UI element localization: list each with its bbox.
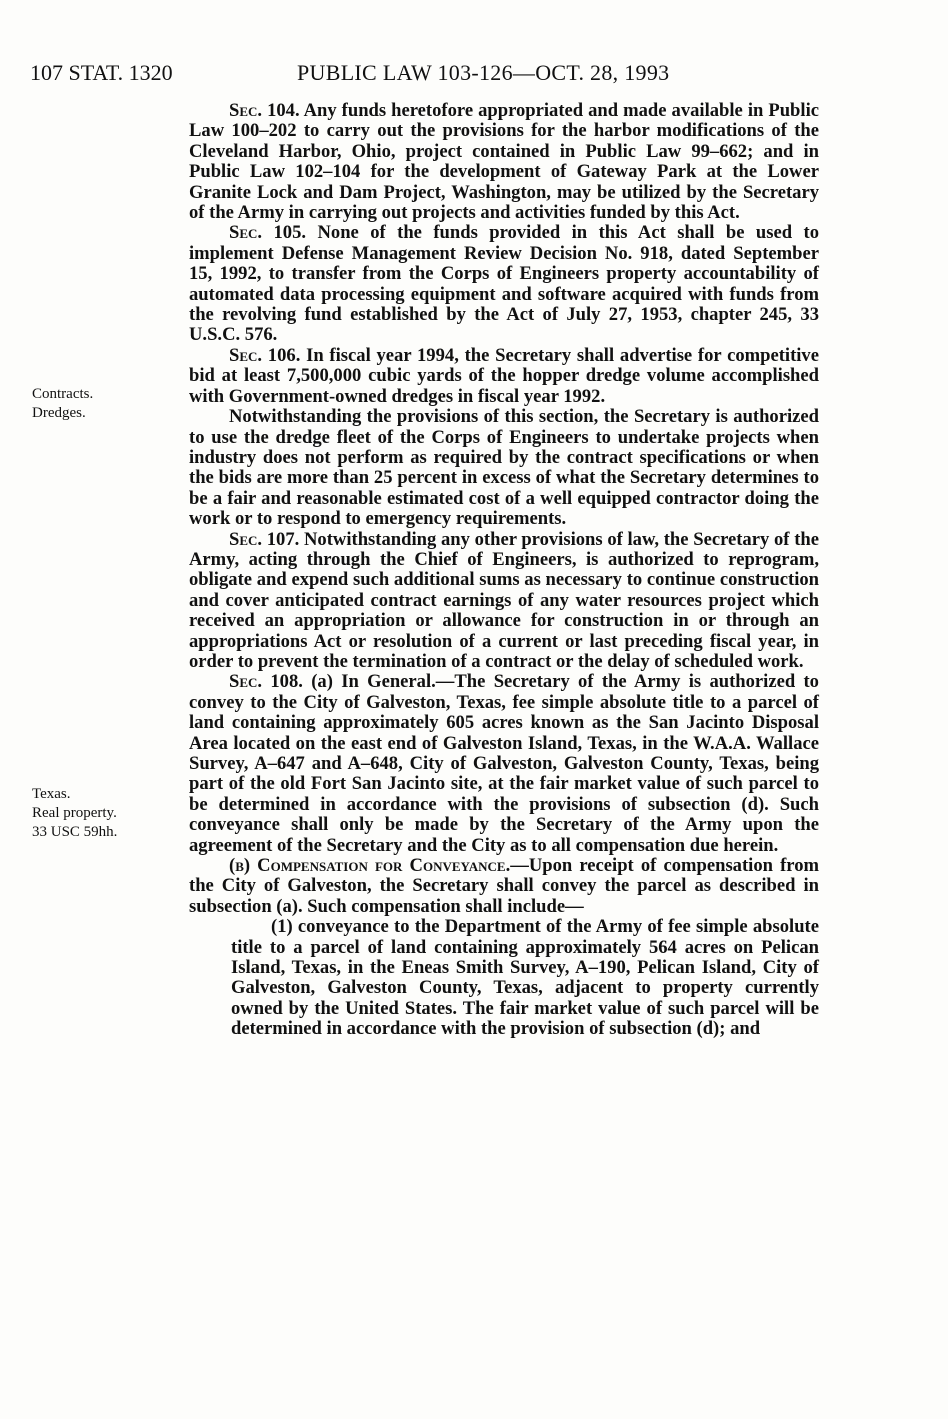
section-text: Any funds heretofore appropriated and made available in Public Law 100–202 to carry out the provisions for the harbor modifications of the Cleveland Harbor, Ohio, project contained in Public Law 99–662; and in Public Law 102–104 for the development of Gateway Park at the Lower Granite Lock and Dam Project, Washington, may be utilized by the Secretary of the Army in carrying out projects and activities funded by this Act. [189,100,819,224]
statute-page-number: 107 STAT. 1320 [30,60,173,85]
section-lead: Sec. 107. [229,528,300,550]
section-106 [189,346,819,407]
section-108-b [189,856,819,917]
section-text: In fiscal year 1994, the Secretary shall advertise for competitive bid at least 7,500,000 cubic yards of the hopper dredge volume accomplished with Government-owned dredges in fiscal year 1992. [189,344,819,407]
margin-note-line: Contracts. [32,386,94,402]
section-text: None of the funds provided in this Act shall be used to implement Defense Management Review Decision No. 918, dated September 15, 1992, to transfer from the Corps of Engineers property accountability of automated data processing equipment and software acquired with funds from the revolving fund established by the Act of July 27, 1953, chapter 245, 33 U.S.C. 576. [189,222,819,346]
section-text: Notwithstanding any other provisions of law, the Secretary of the Army, acting through the Chief of Engineers, is authorized to reprogram, obligate and expend such additional sums as necessary to continue construction and cover anticipated contract earnings of any water resources project which received an appropriation or allowance for construction in or through an appropriations Act or resolution of a current or last preceding fiscal year, in order to prevent the termination of a contract or the delay of scheduled work. [189,528,819,672]
public-law-title: PUBLIC LAW 103-126—OCT. 28, 1993 [297,60,670,85]
section-105 [189,223,819,345]
section-text: (1) conveyance to the Department of the Army of fee simple absolute title to a parcel of land containing approximately 564 acres on Pelican Island, Texas, in the Eneas Smith Survey, A–190, Pelican Island, City of Galveston, Galveston County, Texas, adjacent to property currently owned by the United States. The fair market value of such parcel will be determined in accordance with the provision of subsection (d); and [231,916,819,1040]
section-106-paragraph-2 [189,407,819,529]
section-lead: Sec. 104. [229,100,300,121]
section-text: (a) In General.—The Secretary of the Army is authorized to convey to the City of Galveston, Texas, fee simple absolute title to a parcel of land containing approximately 605 acres known as the San Jacinto Disposal Area located on the east end of Galveston Island, Texas, in the W.A.A. Wallace Survey, A–647 and A–648, City of Galveston, Galveston County, Texas, being part of the old Fort San Jacinto site, at the fair market value of such parcel to be determined in accordance with the provisions of subsection (d). Such conveyance shall only be made by the Secretary of the Army upon the agreement of the Secretary and the City as to all compensation due herein. [189,671,819,856]
section-107 [189,530,819,673]
margin-note-contracts [32,385,172,423]
section-lead: Sec. 105. [229,222,307,244]
margin-note-line: Dredges. [32,405,86,421]
margin-note-line: Real property. [32,805,117,821]
page-header [30,60,908,90]
section-108-b-1 [189,917,819,1039]
section-lead: Sec. 106. [229,344,301,366]
section-text: Notwithstanding the provisions of this section, the Secretary is authorized to use the dredge fleet of the Corps of Engineers to undertake projects when industry does not perform as required by the contract specifications or when the bids are more than 25 percent in excess of what the Secretary determines to be a fair and reasonable estimated cost of a well equipped contractor doing the work or to respond to emergency requirements. [189,406,819,530]
section-lead: (b) Compensation for Conveyance. [229,855,511,877]
law-body [189,101,819,1040]
section-108-a [189,672,819,856]
section-104 [189,101,819,223]
margin-note-line: 33 USC 59hh. [32,824,118,840]
section-lead: Sec. 108. [229,671,303,693]
margin-note-line: Texas. [32,786,71,802]
section-text: —Upon receipt of compensation from the City of Galveston, the Secretary shall convey the parcel as described in subsection (a). Such compensation shall include— [189,855,819,917]
margin-note-texas [32,785,172,842]
